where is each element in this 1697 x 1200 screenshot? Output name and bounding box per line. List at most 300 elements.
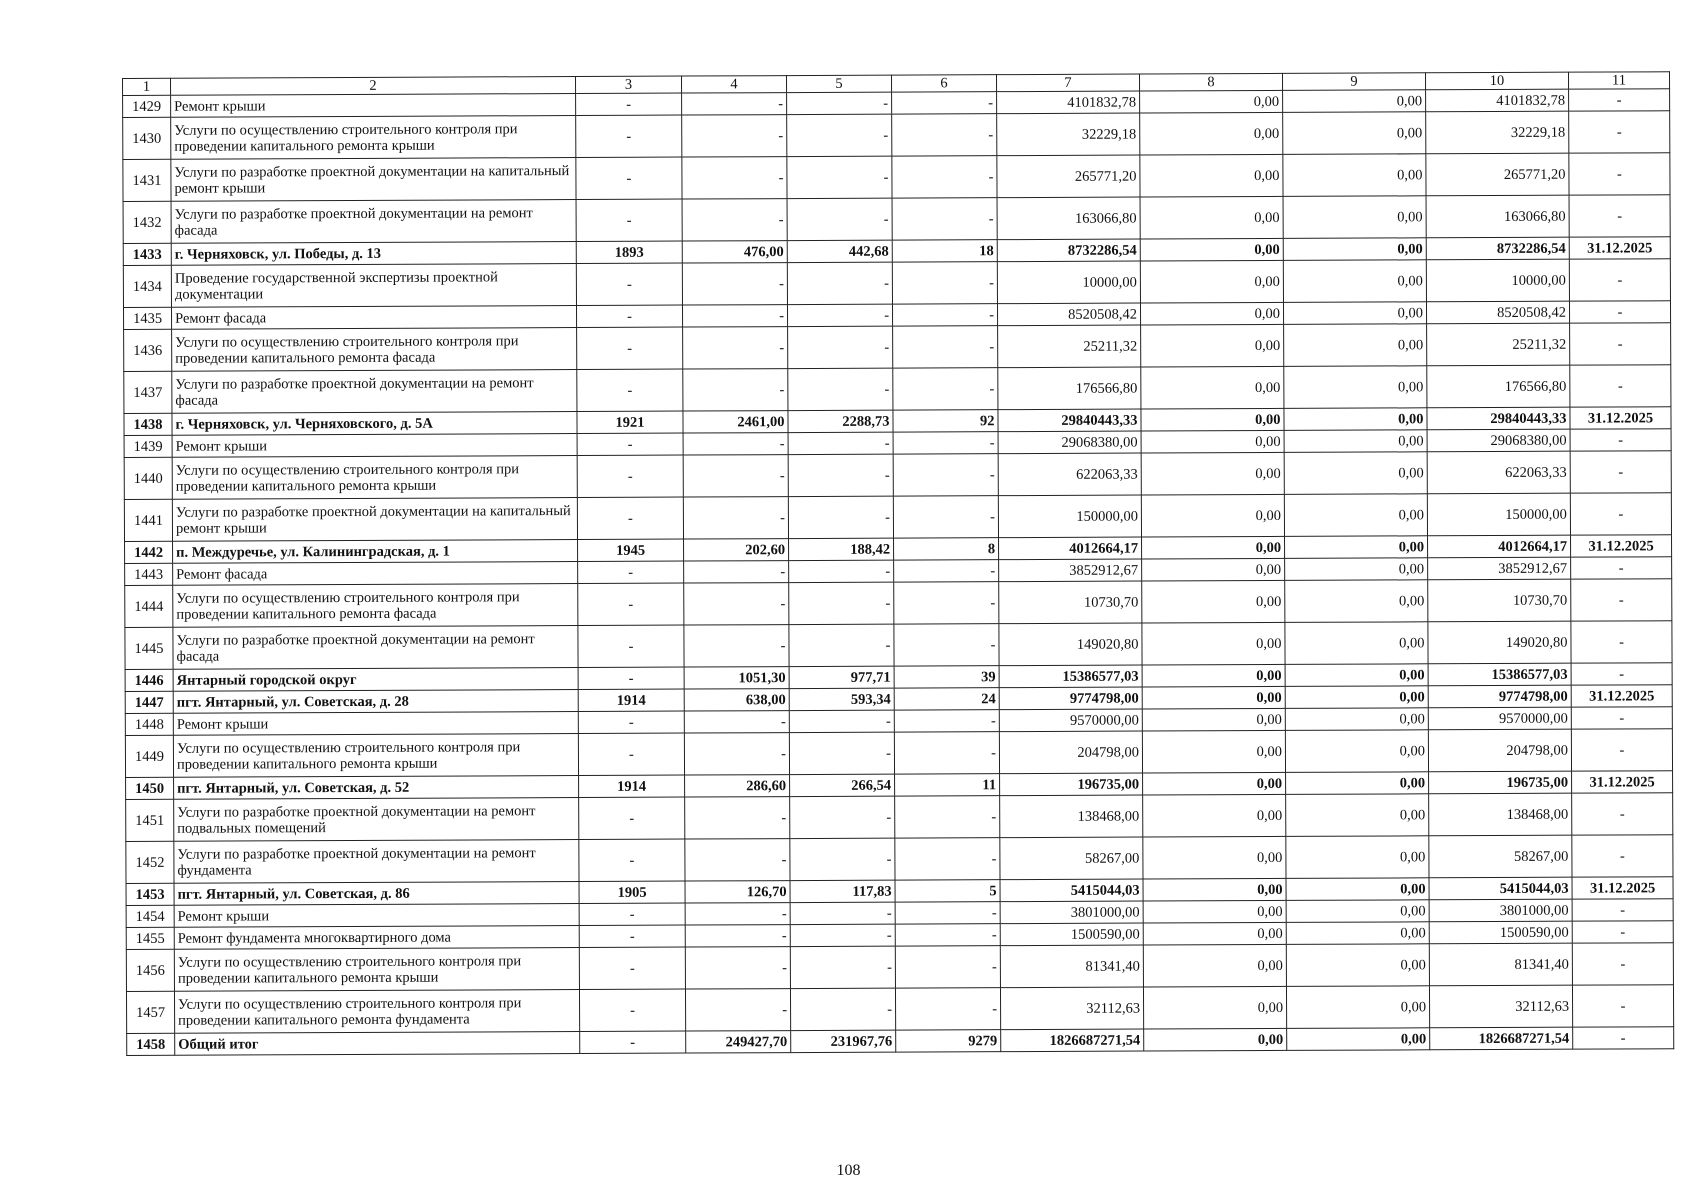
year-cell: - — [577, 327, 683, 369]
area-total-cell: - — [683, 369, 788, 411]
deadline-cell: - — [1571, 621, 1672, 663]
row-number-cell: 1430 — [123, 118, 171, 160]
deadline-cell: - — [1572, 985, 1673, 1027]
description-cell: г. Черняховск, ул. Черняховского, д. 5А — [172, 412, 577, 436]
fund-federal-cell: 0,00 — [1143, 901, 1286, 924]
fund-owners-cell: 196735,00 — [1429, 771, 1572, 794]
fund-owners-cell: 3852912,67 — [1428, 557, 1571, 580]
cost-total-cell: 29068380,00 — [998, 431, 1141, 454]
table-row — [124, 365, 1671, 414]
fund-owners-cell: 4012664,17 — [1428, 535, 1571, 558]
description-cell: Услуги по осуществлению строительного контроля при проведении капитального ремонта крыши — [174, 948, 579, 992]
area-total-cell: - — [682, 199, 787, 241]
fund-regional-cell: 0,00 — [1283, 260, 1426, 303]
deadline-cell: - — [1569, 301, 1670, 323]
year-cell: - — [576, 93, 682, 115]
deadline-cell: - — [1569, 259, 1670, 301]
residents-cell: 39 — [894, 666, 999, 688]
description-cell: Услуги по разработке проектной документации на ремонт фасада — [171, 200, 576, 244]
fund-owners-cell: 150000,00 — [1427, 493, 1570, 536]
fund-federal-cell: 0,00 — [1141, 495, 1284, 538]
row-number-cell: 1450 — [126, 778, 174, 800]
register-table — [122, 71, 1674, 1056]
deadline-cell: - — [1572, 835, 1673, 877]
area-living-cell: - — [787, 114, 892, 156]
description-cell: Янтарный городской округ — [173, 668, 578, 692]
cost-total-cell: 4101832,78 — [997, 91, 1140, 114]
table-row — [126, 985, 1673, 1034]
fund-federal-cell: 0,00 — [1142, 731, 1285, 774]
description-cell: Услуги по разработке проектной документации на ремонт фасада — [172, 370, 577, 414]
deadline-cell: 31.12.2025 — [1572, 771, 1673, 793]
area-living-cell: - — [788, 326, 893, 368]
residents-cell: - — [892, 92, 997, 114]
fund-regional-cell: 0,00 — [1286, 986, 1429, 1029]
year-cell: - — [577, 455, 683, 497]
fund-federal-cell: 0,00 — [1143, 987, 1286, 1030]
description-cell: пгт. Янтарный, ул. Советская, д. 28 — [173, 690, 578, 714]
area-living-cell: 188,42 — [789, 538, 894, 560]
fund-regional-cell: 0,00 — [1283, 196, 1426, 239]
residents-cell: 5 — [895, 880, 1000, 902]
description-cell: Услуги по разработке проектной документации на ремонт подвальных помещений — [174, 798, 579, 842]
fund-federal-cell: 0,00 — [1144, 1029, 1287, 1052]
cost-total-cell: 149020,80 — [999, 623, 1142, 666]
deadline-cell: - — [1569, 153, 1670, 195]
table-row — [123, 195, 1670, 244]
year-cell: - — [578, 583, 684, 625]
description-cell: пгт. Янтарный, ул. Советская, д. 86 — [174, 882, 579, 906]
area-living-cell: - — [789, 560, 894, 582]
row-number-cell: 1449 — [125, 736, 173, 778]
residents-cell: - — [893, 368, 998, 410]
column-header: 8 — [1139, 73, 1282, 91]
fund-regional-cell: 0,00 — [1285, 580, 1428, 623]
area-total-cell: - — [682, 157, 787, 199]
row-number-cell: 1447 — [125, 692, 173, 714]
fund-regional-cell: 0,00 — [1285, 708, 1428, 731]
fund-owners-cell: 265771,20 — [1426, 153, 1569, 196]
fund-owners-cell: 58267,00 — [1429, 835, 1572, 878]
fund-regional-cell: 0,00 — [1283, 302, 1426, 325]
year-cell: - — [576, 305, 682, 327]
page-number: 108 — [836, 1162, 861, 1179]
fund-owners-cell: 25211,32 — [1427, 323, 1570, 366]
residents-cell: 24 — [894, 688, 999, 710]
fund-regional-cell: 0,00 — [1285, 536, 1428, 559]
fund-regional-cell: 0,00 — [1284, 366, 1427, 409]
row-number-cell: 1437 — [124, 372, 172, 414]
fund-owners-cell: 15386577,03 — [1428, 663, 1571, 686]
residents-cell: - — [893, 496, 998, 538]
table-row — [124, 451, 1671, 500]
deadline-cell: 31.12.2025 — [1571, 685, 1672, 707]
row-number-cell: 1456 — [126, 950, 174, 992]
year-cell: - — [577, 369, 683, 411]
residents-cell: - — [895, 988, 1000, 1030]
year-cell: 1914 — [579, 775, 685, 797]
area-living-cell: 2288,73 — [788, 410, 893, 432]
area-total-cell: 202,60 — [684, 539, 789, 561]
area-total-cell: - — [682, 305, 787, 327]
fund-regional-cell: 0,00 — [1285, 622, 1428, 665]
description-cell: Проведение государственной экспертизы проектной документации — [171, 264, 576, 308]
year-cell: - — [579, 989, 685, 1031]
cost-total-cell: 32112,63 — [1000, 987, 1143, 1030]
cost-total-cell: 3801000,00 — [1000, 901, 1143, 924]
table-row — [124, 493, 1671, 542]
column-header: 7 — [996, 74, 1139, 92]
table-row — [126, 793, 1673, 842]
deadline-cell: 31.12.2025 — [1570, 407, 1671, 429]
cost-total-cell: 138468,00 — [1000, 795, 1143, 838]
cost-total-cell: 8520508,42 — [997, 303, 1140, 326]
fund-regional-cell: 0,00 — [1284, 430, 1427, 453]
area-living-cell: - — [790, 946, 895, 988]
cost-total-cell: 176566,80 — [998, 367, 1141, 410]
deadline-cell: - — [1570, 365, 1671, 407]
fund-owners-cell: 163066,80 — [1426, 195, 1569, 238]
year-cell: 1921 — [577, 411, 683, 433]
table-row — [125, 621, 1672, 670]
fund-federal-cell: 0,00 — [1140, 303, 1283, 326]
cost-total-cell: 58267,00 — [1000, 837, 1143, 880]
deadline-cell: - — [1572, 899, 1673, 921]
year-cell: - — [576, 115, 682, 157]
fund-owners-cell: 622063,33 — [1427, 451, 1570, 494]
cost-total-cell: 10000,00 — [997, 261, 1140, 304]
residents-cell: - — [894, 732, 999, 774]
cost-total-cell: 204798,00 — [999, 731, 1142, 774]
fund-regional-cell: 0,00 — [1283, 90, 1426, 113]
residents-cell: - — [892, 304, 997, 326]
fund-regional-cell: 0,00 — [1286, 836, 1429, 879]
year-cell: - — [579, 797, 685, 839]
table-row — [126, 943, 1673, 992]
column-header: 5 — [786, 75, 891, 93]
fund-federal-cell: 0,00 — [1140, 155, 1283, 198]
fund-regional-cell: 0,00 — [1285, 664, 1428, 687]
row-number-cell: 1429 — [123, 96, 171, 118]
fund-federal-cell: 0,00 — [1142, 709, 1285, 732]
row-number-cell: 1443 — [125, 564, 173, 586]
fund-regional-cell: 0,00 — [1285, 686, 1428, 709]
fund-owners-cell: 9570000,00 — [1428, 707, 1571, 730]
deadline-cell: 31.12.2025 — [1572, 877, 1673, 899]
cost-total-cell: 265771,20 — [997, 155, 1140, 198]
row-number-cell: 1442 — [125, 542, 173, 564]
area-total-cell: - — [684, 733, 789, 775]
description-cell: Ремонт фасада — [172, 306, 577, 330]
residents-cell: - — [895, 796, 1000, 838]
table-row — [125, 579, 1672, 628]
description-cell: Ремонт крыши — [174, 904, 579, 928]
table-body — [123, 89, 1674, 1056]
fund-owners-cell: 1826687271,54 — [1430, 1027, 1573, 1050]
area-living-cell: - — [788, 454, 893, 496]
fund-owners-cell: 10000,00 — [1426, 259, 1569, 302]
fund-owners-cell: 176566,80 — [1427, 365, 1570, 408]
deadline-cell: - — [1570, 323, 1671, 365]
year-cell: 1905 — [579, 881, 685, 903]
cost-total-cell: 3852912,67 — [999, 559, 1142, 582]
row-number-cell: 1441 — [124, 500, 172, 542]
row-number-cell: 1458 — [127, 1034, 175, 1056]
fund-owners-cell: 3801000,00 — [1429, 899, 1572, 922]
area-total-cell: - — [685, 989, 790, 1031]
cost-total-cell: 9570000,00 — [999, 709, 1142, 732]
area-total-cell: 1051,30 — [684, 667, 789, 689]
cost-total-cell: 163066,80 — [997, 197, 1140, 240]
cost-total-cell: 8732286,54 — [997, 239, 1140, 262]
column-header: 2 — [171, 77, 576, 96]
residents-cell: - — [894, 710, 999, 732]
area-living-cell: - — [788, 368, 893, 410]
description-cell: Услуги по разработке проектной документации на ремонт фасада — [173, 626, 578, 670]
cost-total-cell: 10730,70 — [999, 581, 1142, 624]
deadline-cell: - — [1571, 707, 1672, 729]
column-header: 3 — [575, 76, 681, 94]
deadline-cell: - — [1571, 663, 1672, 685]
deadline-cell: - — [1572, 793, 1673, 835]
area-living-cell: - — [790, 988, 895, 1030]
fund-owners-cell: 29068380,00 — [1427, 429, 1570, 452]
year-cell: - — [578, 561, 684, 583]
cost-total-cell: 4012664,17 — [999, 537, 1142, 560]
description-cell: Ремонт фундамента многоквартирного дома — [174, 926, 579, 950]
area-living-cell: - — [788, 496, 893, 538]
residents-cell: - — [895, 838, 1000, 880]
deadline-cell: - — [1572, 943, 1673, 985]
fund-owners-cell: 32229,18 — [1426, 111, 1569, 154]
description-cell: Услуги по разработке проектной документации на капитальный ремонт крыши — [172, 498, 577, 542]
deadline-cell: - — [1569, 89, 1670, 111]
area-living-cell: - — [787, 156, 892, 198]
fund-federal-cell: 0,00 — [1142, 687, 1285, 710]
cost-total-cell: 15386577,03 — [999, 665, 1142, 688]
column-header: 1 — [123, 78, 171, 95]
area-living-cell: - — [789, 582, 894, 624]
deadline-cell: - — [1571, 579, 1672, 621]
fund-owners-cell: 9774798,00 — [1428, 685, 1571, 708]
fund-federal-cell: 0,00 — [1141, 431, 1284, 454]
row-number-cell: 1457 — [126, 992, 174, 1034]
year-cell: - — [579, 925, 685, 947]
row-number-cell: 1436 — [124, 330, 172, 372]
fund-owners-cell: 10730,70 — [1428, 579, 1571, 622]
residents-cell: - — [892, 262, 997, 304]
area-living-cell: - — [789, 624, 894, 666]
table-row — [123, 111, 1670, 160]
description-cell: Услуги по осуществлению строительного контроля при проведении капитального ремонта фасада — [173, 584, 578, 628]
residents-cell: - — [892, 198, 997, 240]
year-cell: - — [576, 199, 682, 241]
fund-federal-cell: 0,00 — [1142, 581, 1285, 624]
row-number-cell: 1448 — [125, 714, 173, 736]
description-cell: Услуги по осуществлению строительного контроля при проведении капитального ремонта крыши — [172, 456, 577, 500]
description-cell: Ремонт фасада — [173, 562, 578, 586]
fund-regional-cell: 0,00 — [1284, 452, 1427, 495]
row-number-cell: 1432 — [123, 202, 171, 244]
area-total-cell: - — [685, 839, 790, 881]
cost-total-cell: 29840443,33 — [998, 409, 1141, 432]
cost-total-cell: 1826687271,54 — [1001, 1029, 1144, 1052]
year-cell: - — [577, 433, 683, 455]
row-number-cell: 1433 — [123, 244, 171, 266]
row-number-cell: 1439 — [124, 436, 172, 458]
fund-federal-cell: 0,00 — [1142, 537, 1285, 560]
residents-cell: 11 — [895, 774, 1000, 796]
fund-federal-cell: 0,00 — [1141, 453, 1284, 496]
description-cell: Ремонт крыши — [172, 434, 577, 458]
area-living-cell: - — [790, 838, 895, 880]
area-total-cell: - — [682, 115, 787, 157]
fund-regional-cell: 0,00 — [1286, 794, 1429, 837]
cost-total-cell: 32229,18 — [997, 113, 1140, 156]
deadline-cell: - — [1573, 1027, 1674, 1049]
row-number-cell: 1438 — [124, 414, 172, 436]
year-cell: - — [579, 839, 685, 881]
cost-total-cell: 5415044,03 — [1000, 879, 1143, 902]
area-living-cell: - — [787, 92, 892, 114]
area-living-cell: - — [789, 732, 894, 774]
column-header: 10 — [1425, 72, 1568, 90]
description-cell: Услуги по осуществлению строительного контроля при проведении капитального ремонта фасада — [172, 328, 577, 372]
fund-federal-cell: 0,00 — [1143, 837, 1286, 880]
area-total-cell: - — [685, 947, 790, 989]
deadline-cell: 31.12.2025 — [1569, 237, 1670, 259]
area-living-cell: - — [790, 796, 895, 838]
deadline-cell: - — [1569, 195, 1670, 237]
description-cell: Услуги по осуществлению строительного контроля при проведении капитального ремонта фундамента — [174, 990, 579, 1034]
cost-total-cell: 622063,33 — [998, 453, 1141, 496]
area-living-cell: - — [790, 902, 895, 924]
fund-regional-cell: 0,00 — [1284, 408, 1427, 431]
row-number-cell: 1435 — [124, 308, 172, 330]
area-living-cell: 977,71 — [789, 666, 894, 688]
description-cell: пгт. Янтарный, ул. Советская, д. 52 — [174, 776, 579, 800]
fund-owners-cell: 29840443,33 — [1427, 407, 1570, 430]
fund-owners-cell: 5415044,03 — [1429, 877, 1572, 900]
residents-cell: - — [893, 326, 998, 368]
fund-federal-cell: 0,00 — [1142, 665, 1285, 688]
row-number-cell: 1454 — [126, 906, 174, 928]
deadline-cell: 31.12.2025 — [1571, 535, 1672, 557]
column-header: 4 — [681, 76, 786, 94]
area-living-cell: - — [789, 710, 894, 732]
row-number-cell: 1451 — [126, 800, 174, 842]
deadline-cell: - — [1570, 429, 1671, 451]
fund-owners-cell: 32112,63 — [1429, 985, 1572, 1028]
fund-regional-cell: 0,00 — [1286, 772, 1429, 795]
row-number-cell: 1445 — [125, 628, 173, 670]
year-cell: - — [578, 625, 684, 667]
area-total-cell: - — [684, 625, 789, 667]
description-cell: Услуги по осуществлению строительного контроля при проведении капитального ремонта крыши — [171, 116, 576, 160]
cost-total-cell: 9774798,00 — [999, 687, 1142, 710]
fund-regional-cell: 0,00 — [1286, 900, 1429, 923]
area-total-cell: - — [682, 93, 787, 115]
description-cell: Услуги по разработке проектной документации на ремонт фундамента — [174, 840, 579, 884]
row-number-cell: 1431 — [123, 160, 171, 202]
residents-cell: - — [894, 560, 999, 582]
table-row — [123, 153, 1670, 202]
area-living-cell: - — [787, 262, 892, 304]
area-total-cell: - — [684, 583, 789, 625]
area-total-cell: 476,00 — [682, 241, 787, 263]
residents-cell: - — [895, 924, 1000, 946]
year-cell: - — [579, 903, 685, 925]
residents-cell: - — [894, 582, 999, 624]
year-cell: - — [578, 667, 684, 689]
description-cell: п. Междуречье, ул. Калининградская, д. 1 — [173, 540, 578, 564]
residents-cell: - — [893, 454, 998, 496]
cost-total-cell: 81341,40 — [1000, 945, 1143, 988]
fund-federal-cell: 0,00 — [1140, 91, 1283, 114]
area-living-cell: - — [787, 304, 892, 326]
fund-owners-cell: 81341,40 — [1429, 943, 1572, 986]
area-total-cell: - — [683, 327, 788, 369]
fund-regional-cell: 0,00 — [1286, 922, 1429, 945]
fund-federal-cell: 0,00 — [1141, 325, 1284, 368]
fund-federal-cell: 0,00 — [1140, 239, 1283, 262]
area-living-cell: 442,68 — [787, 240, 892, 262]
area-living-cell: 231967,76 — [791, 1030, 896, 1052]
row-number-cell: 1455 — [126, 928, 174, 950]
deadline-cell: - — [1570, 493, 1671, 535]
residents-cell: - — [892, 114, 997, 156]
cost-total-cell: 150000,00 — [998, 495, 1141, 538]
row-number-cell: 1452 — [126, 842, 174, 884]
fund-regional-cell: 0,00 — [1286, 878, 1429, 901]
year-cell: 1914 — [578, 689, 684, 711]
fund-federal-cell: 0,00 — [1140, 261, 1283, 304]
fund-regional-cell: 0,00 — [1283, 112, 1426, 155]
area-total-cell: - — [682, 263, 787, 305]
cost-total-cell: 1500590,00 — [1000, 923, 1143, 946]
row-number-cell: 1453 — [126, 884, 174, 906]
fund-owners-cell: 138468,00 — [1429, 793, 1572, 836]
area-living-cell: 266,54 — [790, 774, 895, 796]
residents-cell: 18 — [892, 240, 997, 262]
fund-regional-cell: 0,00 — [1283, 154, 1426, 197]
area-living-cell: - — [787, 198, 892, 240]
row-number-cell: 1446 — [125, 670, 173, 692]
fund-federal-cell: 0,00 — [1143, 945, 1286, 988]
fund-federal-cell: 0,00 — [1143, 923, 1286, 946]
fund-federal-cell: 0,00 — [1143, 879, 1286, 902]
deadline-cell: - — [1570, 451, 1671, 493]
area-total-cell: 249427,70 — [686, 1031, 791, 1053]
year-cell: - — [578, 711, 684, 733]
year-cell: - — [577, 497, 683, 539]
year-cell: - — [579, 947, 685, 989]
fund-regional-cell: 0,00 — [1284, 324, 1427, 367]
year-cell: 1893 — [576, 241, 682, 263]
column-header: 11 — [1568, 72, 1669, 90]
fund-owners-cell: 8732286,54 — [1426, 237, 1569, 260]
area-total-cell: - — [684, 711, 789, 733]
year-cell: - — [576, 263, 682, 305]
description-cell: Услуги по разработке проектной документации на капитальный ремонт крыши — [171, 158, 576, 202]
table-row — [123, 259, 1670, 308]
residents-cell: 92 — [893, 410, 998, 432]
fund-federal-cell: 0,00 — [1140, 197, 1283, 240]
area-living-cell: - — [788, 432, 893, 454]
fund-federal-cell: 0,00 — [1142, 623, 1285, 666]
area-living-cell: 117,83 — [790, 880, 895, 902]
residents-cell: - — [894, 624, 999, 666]
